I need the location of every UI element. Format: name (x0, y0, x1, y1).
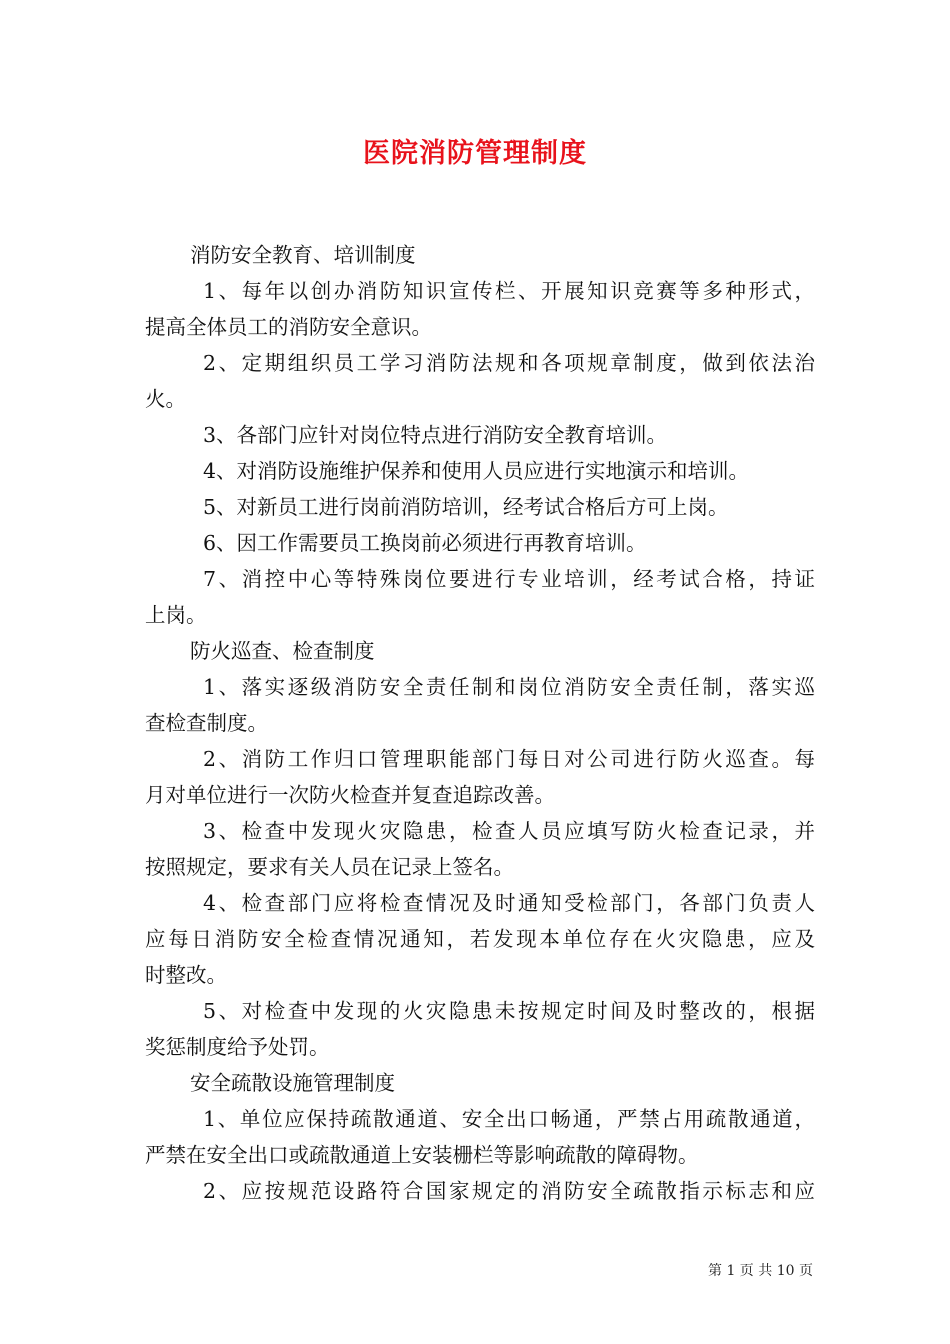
document-title: 医院消防管理制度 (363, 138, 587, 169)
paragraph-line: 2、应按规范设路符合国家规定的消防安全疏散指示标志和应 (203, 1179, 815, 1203)
paragraph-line: 3、检查中发现火灾隐患，检查人员应填写防火检查记录，并 (203, 819, 815, 843)
paragraph-line: 4、检查部门应将检查情况及时通知受检部门，各部门负责人 (203, 891, 815, 915)
paragraph-line: 5、对检查中发现的火灾隐患未按规定时间及时整改的，根据 (203, 999, 815, 1023)
section-heading: 消防安全教育、培训制度 (190, 243, 416, 267)
section-heading: 安全疏散设施管理制度 (190, 1071, 395, 1095)
paragraph-line: 5、对新员工进行岗前消防培训，经考试合格后方可上岗。 (203, 495, 729, 519)
paragraph-line: 1、单位应保持疏散通道、安全出口畅通，严禁占用疏散通道， (203, 1107, 815, 1131)
page-number: 第 1 页 共 10 页 (708, 1263, 813, 1279)
paragraph-line: 上岗。 (145, 603, 207, 627)
section-heading: 防火巡查、检查制度 (190, 639, 375, 663)
paragraph-line: 2、消防工作归口管理职能部门每日对公司进行防火巡查。每 (203, 747, 815, 771)
paragraph-line: 严禁在安全出口或疏散通道上安装栅栏等影响疏散的障碍物。 (145, 1143, 699, 1167)
paragraph-line: 月对单位进行一次防火检查并复查追踪改善。 (145, 783, 555, 807)
document-body (145, 237, 815, 1209)
paragraph-line: 火。 (145, 387, 186, 411)
paragraph-line: 4、对消防设施维护保养和使用人员应进行实地演示和培训。 (203, 459, 750, 483)
paragraph-line: 7、消控中心等特殊岗位要进行专业培训，经考试合格，持证 (203, 567, 815, 591)
paragraph-line: 2、定期组织员工学习消防法规和各项规章制度，做到依法治 (203, 351, 815, 375)
paragraph-line: 查检查制度。 (145, 711, 268, 735)
paragraph-line: 1、每年以创办消防知识宣传栏、开展知识竞赛等多种形式， (203, 279, 815, 303)
paragraph-line: 奖惩制度给予处罚。 (145, 1035, 330, 1059)
paragraph-line: 3、各部门应针对岗位特点进行消防安全教育培训。 (203, 423, 668, 447)
paragraph-line: 6、因工作需要员工换岗前必须进行再教育培训。 (203, 531, 647, 555)
paragraph-line: 按照规定，要求有关人员在记录上签名。 (145, 855, 514, 879)
paragraph-line: 应每日消防安全检查情况通知，若发现本单位存在火灾隐患，应及 (145, 927, 815, 951)
paragraph-line: 时整改。 (145, 963, 227, 987)
paragraph-line: 1、落实逐级消防安全责任制和岗位消防安全责任制，落实巡 (203, 675, 815, 699)
paragraph-line: 提高全体员工的消防安全意识。 (145, 315, 432, 339)
